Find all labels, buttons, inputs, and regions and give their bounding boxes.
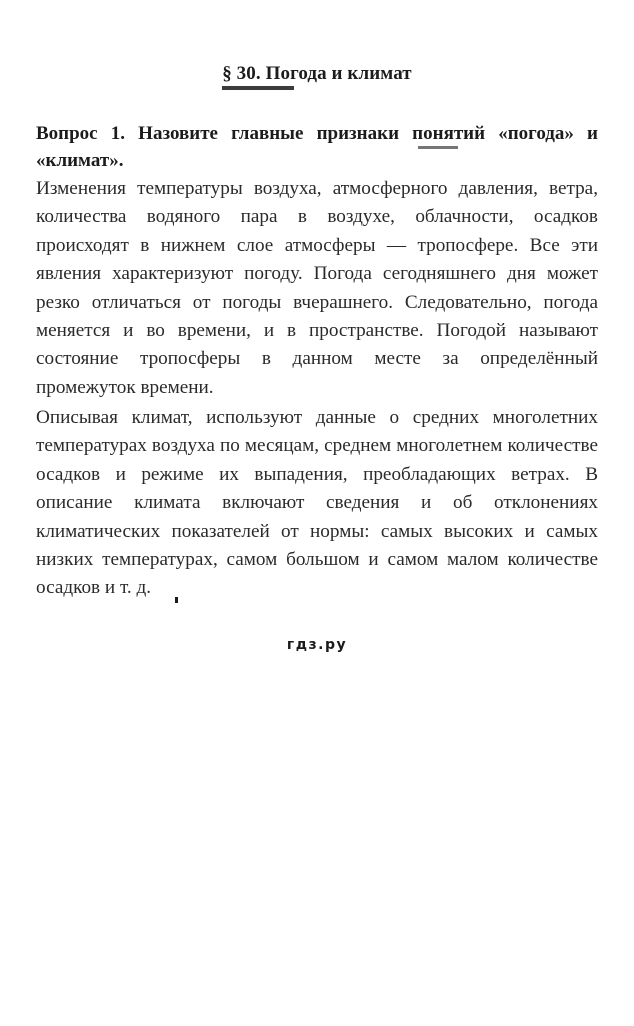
scan-artifact — [175, 597, 178, 603]
watermark: гдз.ру — [286, 637, 348, 653]
scan-artifact — [222, 86, 294, 90]
question-heading: Вопрос 1. Назовите главные признаки понятий «погода» и «климат». — [36, 123, 598, 171]
answer-paragraph-climate: Описывая климат, используют данные о средних многолетних температурах воздуха по месяцам, среднем многолетнем количестве осадков и режиме их выпадения, преобладающих ветрах. В описание климата включают сведения и об отклонениях климатических показателей от нормы: самых высоких и самых низких температурах, самом большом и самом малом количестве осадков и т. д. — [36, 407, 598, 599]
scan-artifact — [418, 146, 458, 149]
answer-paragraph-weather: Изменения температуры воздуха, атмосферного давления, ветра, количества водяного пара в воздухе, облачности, осадков происходят в нижнем слое атмосферы — тропосфере. Все эти явления характеризуют погоду. Погода сегодняшнего дня может резко отличаться от погоды вчерашнего. Следовательно, погода меняется и во времени, и в пространстве. Погодой называют состояние тропосферы в данном месте за определённый промежуток времени. — [36, 178, 598, 398]
section-title: § 30. Погода и климат — [222, 63, 412, 84]
